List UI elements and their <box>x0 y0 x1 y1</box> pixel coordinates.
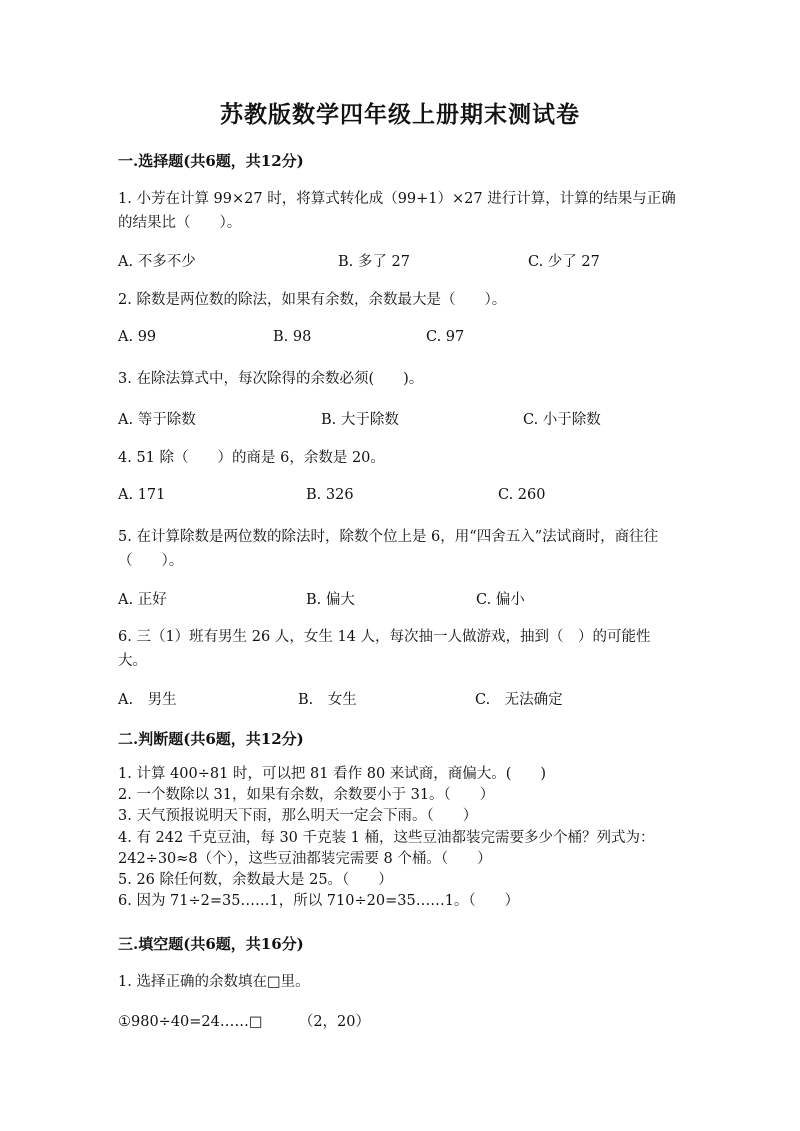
question-4-text: 4. 51 除（ ）的商是 6，余数是 20。 <box>118 450 385 466</box>
option-b: B. 多了 27 <box>338 254 410 270</box>
option-a: A. 99 <box>118 329 157 345</box>
question-3-options <box>118 408 678 430</box>
option-a: A. 不多不少 <box>118 254 196 270</box>
list-item: 1. 计算 400÷81 时，可以把 81 看作 80 来试商，商偏大。( ) <box>118 766 547 782</box>
question-5-options <box>118 588 678 610</box>
option-a: A. 171 <box>118 487 166 503</box>
list-item: 5. 26 除任何数，余数最大是 25。（ ） <box>118 872 393 889</box>
option-a: A. 等于除数 <box>118 412 196 428</box>
section-heading-choice: 一.选择题(共6题，共12分) <box>118 152 304 170</box>
question-6-text: 6. 三（1）班有男生 26 人，女生 14 人，每次抽一人做游戏，抽到（ ）的可能性大。 <box>118 629 651 669</box>
option-c: C. 小于除数 <box>523 412 601 428</box>
option-b: B. 326 <box>306 487 354 503</box>
question-5-text: 5. 在计算除数是两位数的除法时，除数个位上是 6，用“四舍五入”法试商时，商往往（ ）。 <box>118 529 659 569</box>
option-b: B. 大于除数 <box>321 412 399 428</box>
question-3-text: 3. 在除法算式中，每次除得的余数必须( )。 <box>118 371 424 387</box>
question-1-options <box>118 250 678 272</box>
list-item: 6. 因为 71÷2=35……1，所以 710÷20=35……1。（ ） <box>118 893 520 910</box>
option-a: A. 正好 <box>118 592 167 608</box>
option-a: A. 男生 <box>118 692 177 708</box>
true-false-list <box>118 764 678 912</box>
question-4-options <box>118 487 678 509</box>
option-b: B. 98 <box>273 329 312 345</box>
list-item: 4. 有 242 千克豆油，每 30 千克装 1 桶，这些豆油都装完需要多少个桶？列式为：242÷30≈8（个），这些豆油都装完需要 8 个桶。（ ） <box>118 829 655 867</box>
option-c: C. 偏小 <box>476 592 525 608</box>
section-heading-true-false: 二.判断题(共6题，共12分) <box>118 730 304 748</box>
option-b: B. 女生 <box>298 692 357 708</box>
option-c: C. 无法确定 <box>475 692 563 708</box>
page-title: 苏教版数学四年级上册期末测试卷 <box>220 101 580 128</box>
section-heading-fill-blank: 三.填空题(共6题，共16分) <box>118 935 304 953</box>
list-item: 3. 天气预报说明天下雨，那么明天一定会下雨。（ ） <box>118 808 478 825</box>
list-item: 2. 一个数除以 31，如果有余数，余数要小于 31。（ ） <box>118 787 495 804</box>
option-c: C. 少了 27 <box>528 254 600 270</box>
question-2-options <box>118 329 678 351</box>
fill-question-1-text: 1. 选择正确的余数填在□里。 <box>118 974 310 990</box>
question-2-text: 2. 除数是两位数的除法，如果有余数，余数最大是（ ）。 <box>118 292 507 308</box>
option-b: B. 偏大 <box>306 592 355 608</box>
fill-question-1-line: ①980÷40=24……□ （2，20） <box>118 1014 371 1030</box>
question-6-options <box>118 688 678 710</box>
option-c: C. 97 <box>426 329 465 345</box>
option-c: C. 260 <box>498 487 546 503</box>
question-1-text: 1. 小芳在计算 99×27 时，将算式转化成（99+1）×27 进行计算，计算的结果与正确的结果比（ ）。 <box>118 191 676 231</box>
